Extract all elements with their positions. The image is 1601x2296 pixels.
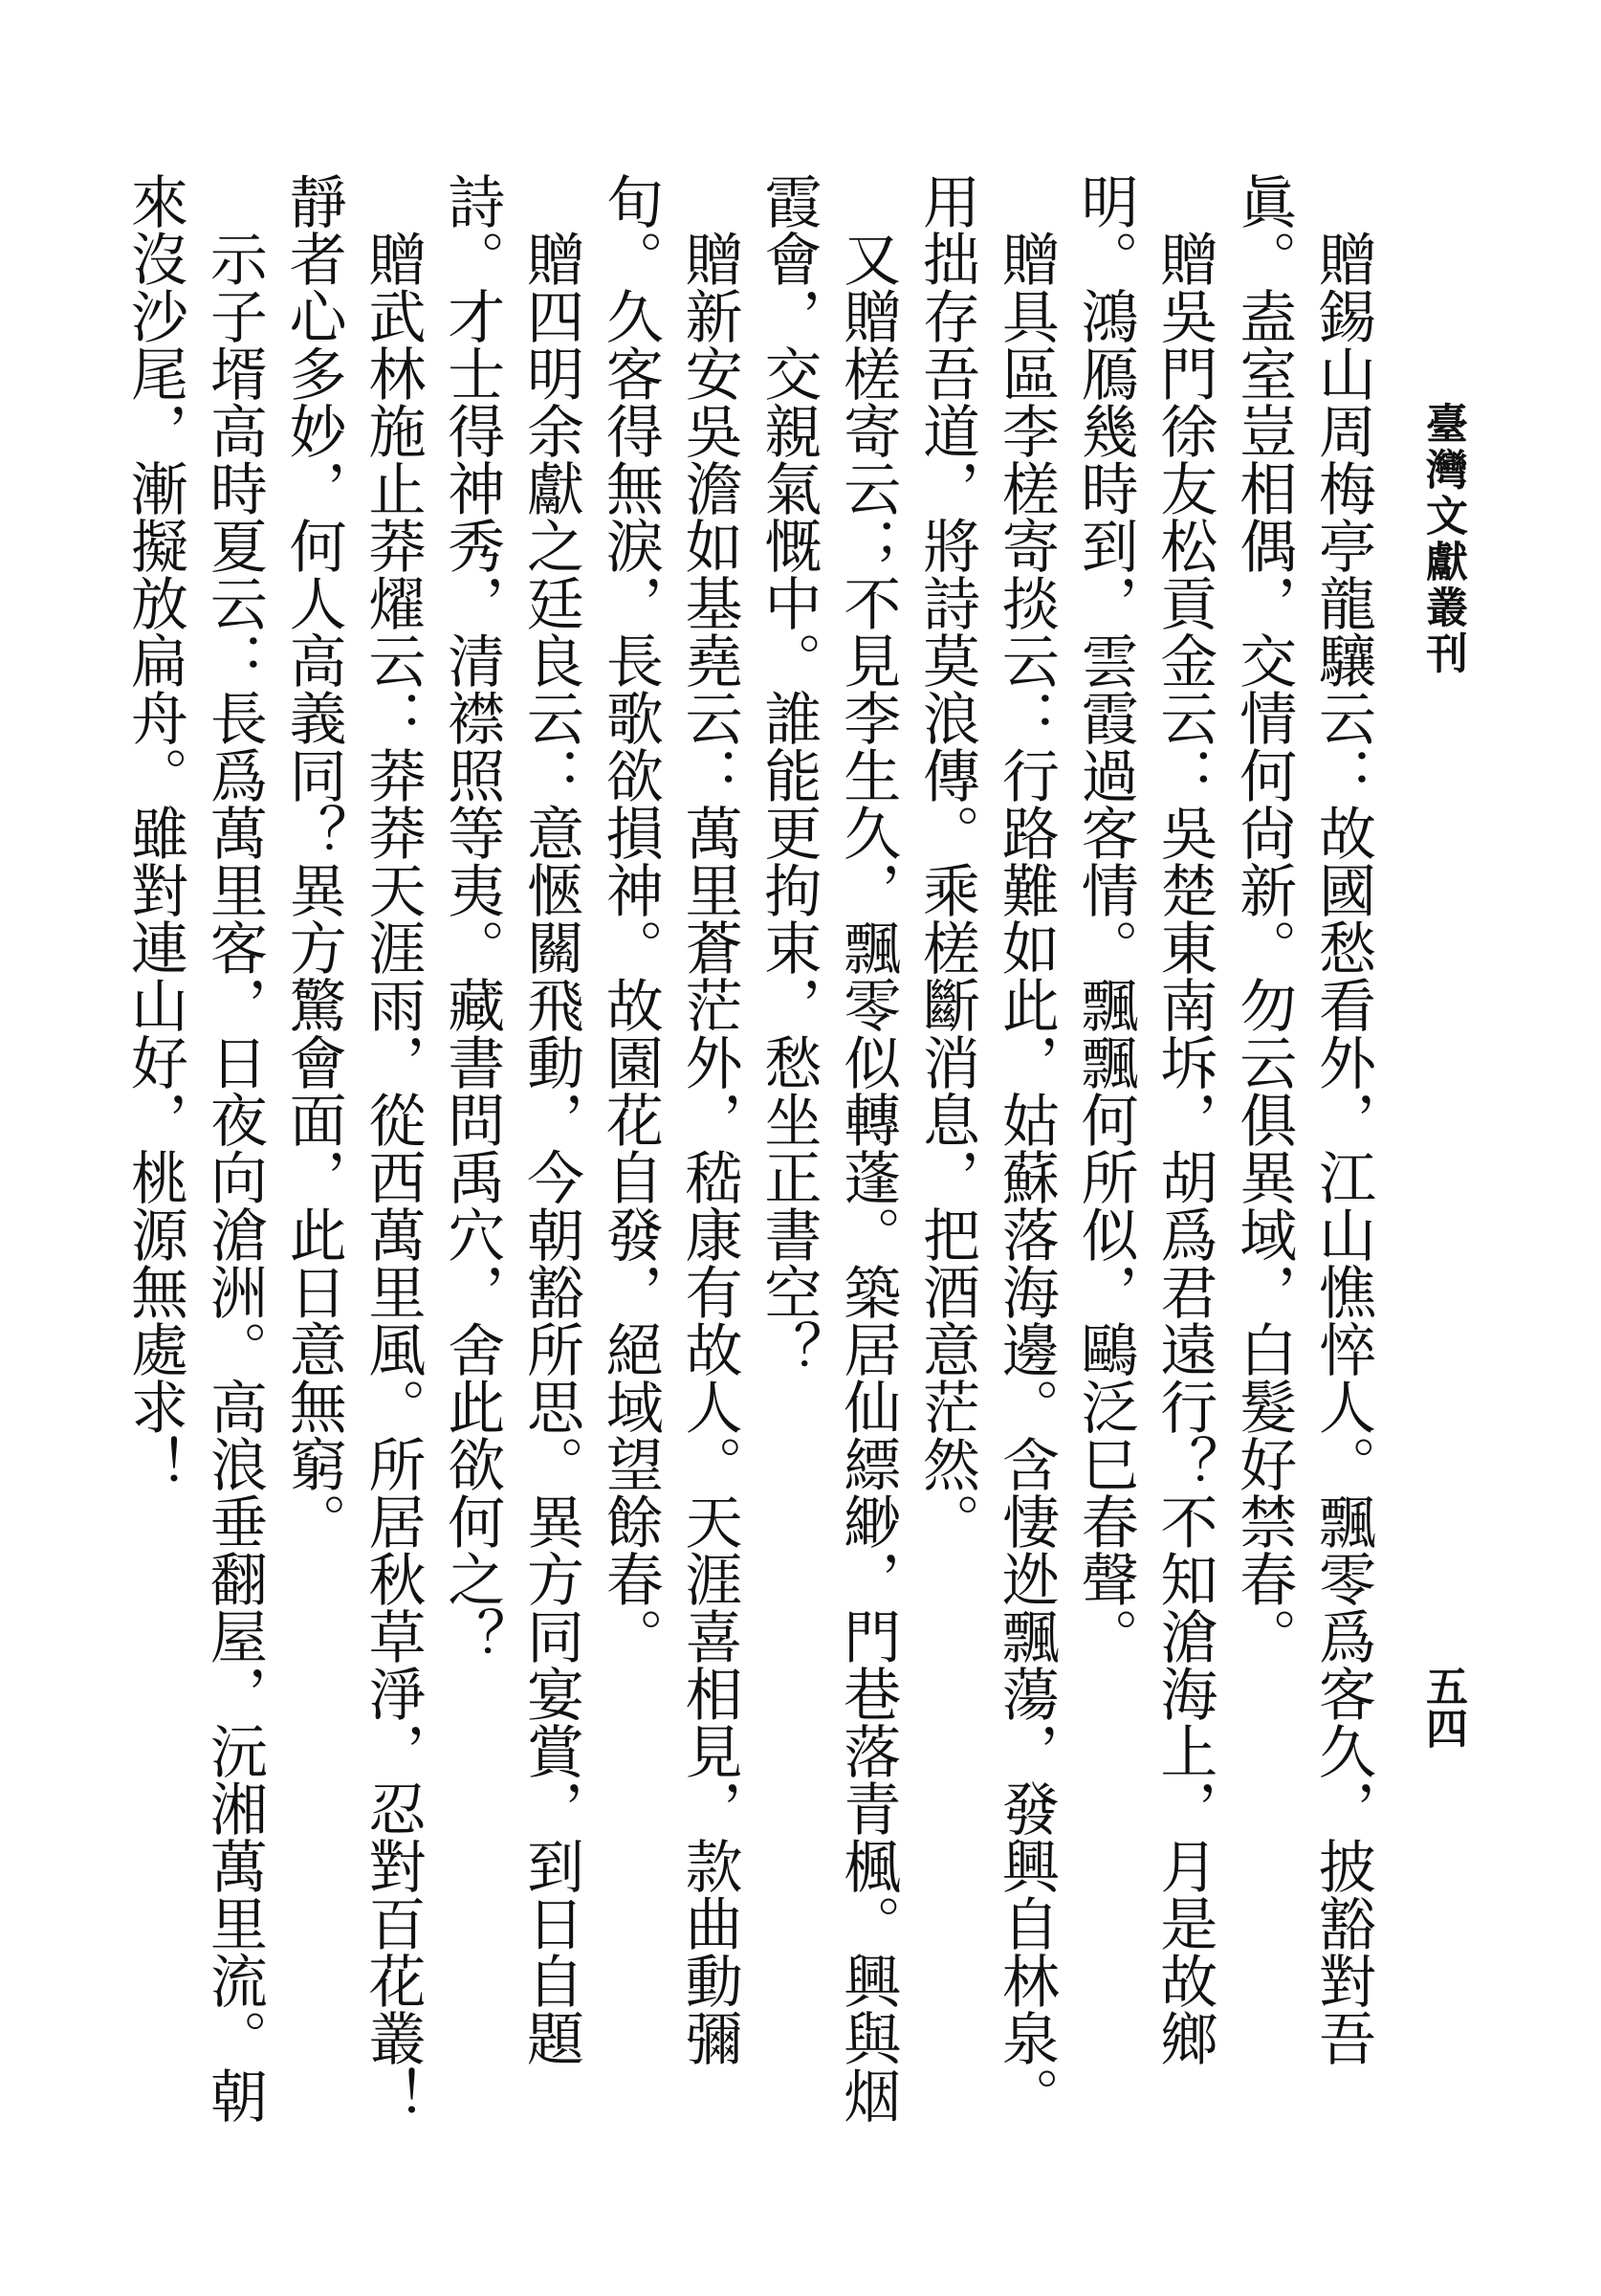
paragraph: 贈具區李槎寄掞云：行路難如此，姑蘇落海邊。含悽迯飄蕩，發興自林泉。用拙存吾道，將詩莫浪傳。乘槎斷消息，把酒意茫然。 [913,172,1060,2124]
paragraph: 贈四明余獻之廷良云：意愜關飛動，今朝豁所思。異方同宴賞，到日自題詩。才士得神秀，清襟照等夷。藏書問禹穴，舍此欲何之？ [438,172,585,2066]
page-number: 五四 [1418,1665,1467,1749]
paragraph: 示子壻高時夏云：長爲萬里客，日夜向滄洲。高浪垂翻屋，沅湘萬里流。朝來沒沙尾，漸擬放扁舟。雖對連山好，桃源無處求！ [121,172,268,2124]
paragraph: 贈武林施止莽燿云：莽莽天涯雨，從西萬里風。所居秋草淨，忍對百花叢！靜者心多妙，何人高義同？異方驚會面，此日意無窮。 [279,172,427,2124]
paragraph: 贈吳門徐友松貢金云：吳楚東南坼，胡爲君遠行？不知滄海上，月是故鄉明。鴻鴈幾時到，雲霞過客情。飄飄何所似，鷗泛巳春聲。 [1071,172,1218,2066]
paragraph: 贈錫山周梅亭龍驤云：故國愁看外，江山憔悴人。飄零爲客久，披豁對吾眞。盍室豈相偶，交情何尙新。勿云俱異域，白髮好禁春。 [1230,172,1376,2066]
paragraph: 贈新安吳澹如基堯云：萬里蒼茫外，嵇康有故人。天涯喜相見，款曲動彌旬。久客得無淚，長歌欲損神。故園花自發，絕域望餘春。 [596,172,743,2066]
body-text [121,172,1382,2172]
running-header-title: 臺灣文獻叢刊 [1418,402,1467,677]
paragraph: 又贈槎寄云；不見李生久，飄零似轉蓬。築居仙縹緲，門巷落青楓。興與烟霞會，交親氣慨中。誰能更拘束，愁坐正書空？ [755,172,902,2124]
